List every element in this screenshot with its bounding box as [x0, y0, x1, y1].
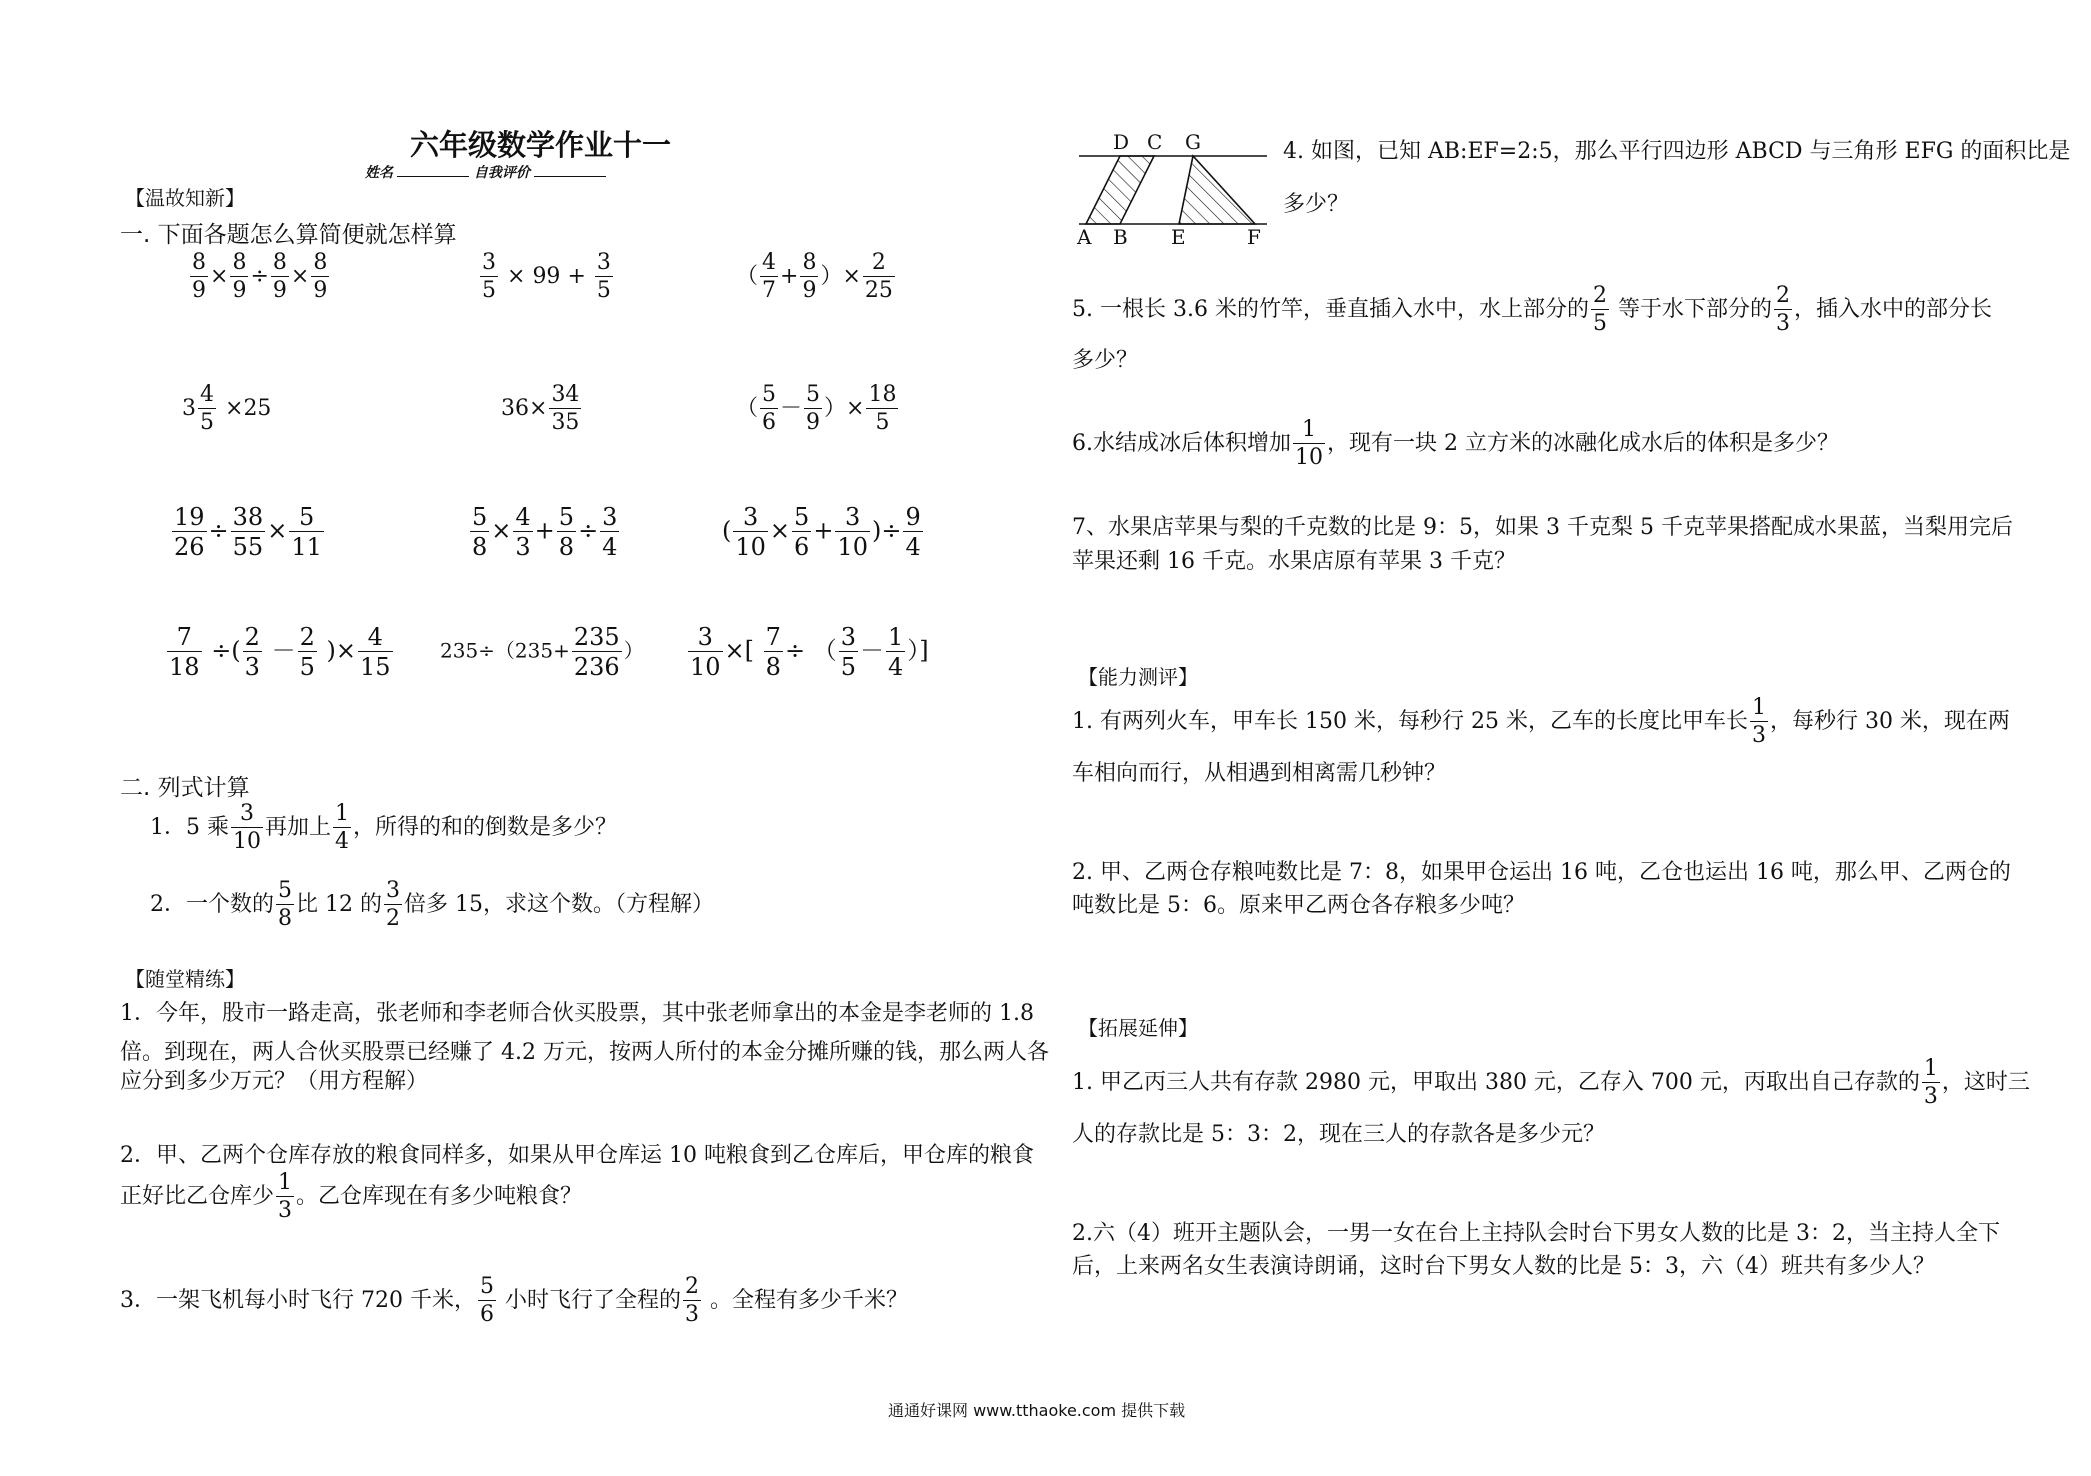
geometry-figure — [1075, 132, 1275, 247]
fraction: $\frac{18}{5}$ — [868, 382, 897, 435]
label-g: G — [1185, 132, 1201, 154]
fraction: $\frac{3}{5}$ — [482, 250, 496, 303]
fraction: $\frac{8}{9}$ — [272, 250, 287, 303]
practice-2-line-1: 2．甲、乙两个仓库存放的粮食同样多，如果从甲仓库运 10 吨粮食到乙仓库后，甲仓库的粮食 — [120, 1143, 1034, 1168]
fraction: $\frac{235}{236}$ — [573, 623, 620, 681]
self-eval-blank — [534, 176, 606, 177]
triangle-efg — [1179, 156, 1255, 224]
name-field — [365, 162, 606, 182]
fraction: $\frac{4}{5}$ — [200, 382, 214, 435]
ability-1-line-1: 1. 有两列火车，甲车长 150 米，每秒行 25 米，乙车的长度比甲车长 $\frac{1}{3}$ ，每秒行 30 米，现在两 — [1072, 695, 2010, 748]
self-eval-label: 自我评价 — [473, 165, 530, 181]
parallelogram-abcd — [1086, 156, 1154, 224]
section-ability-heading: 【能力测评】 — [1078, 665, 1198, 689]
fraction: $\frac{5}{8}$ — [472, 503, 488, 561]
practice-1-line-1: 1．今年，股市一路走高，张老师和李老师合伙买股票，其中张老师拿出的本金是李老师的 1.8 — [120, 1001, 1034, 1026]
fraction: $\frac{1}{3}$ — [1923, 1056, 1938, 1109]
fraction: $\frac{3}{10}$ — [233, 801, 261, 854]
fraction: $\frac{3}{4}$ — [602, 503, 618, 561]
fraction: $\frac{8}{9}$ — [802, 250, 817, 303]
section-extend-heading: 【拓展延伸】 — [1078, 1016, 1198, 1040]
fraction: $\frac{1}{3}$ — [278, 1170, 293, 1223]
part2-question-2: 2．一个数的 $\frac{5}{8}$ 比 12 的 $\frac{3}{2}$ 倍多 15，求这个数。（方程解） — [150, 878, 714, 931]
extend-2-line-2: 后，上来两名女生表演诗朗诵，这时台下男女人数的比是 5：3，六（4）班共有多少人？ — [1072, 1254, 1935, 1279]
fraction: $\frac{5}{6}$ — [794, 503, 810, 561]
practice-2-line-2: 正好比乙仓库少 $\frac{1}{3}$ 。乙仓库现在有多少吨粮食？ — [120, 1170, 583, 1223]
fraction: $\frac{1}{4}$ — [887, 623, 904, 681]
expr-9: ( $\frac{3}{10}$ × $\frac{5}{6}$ + $\frac{3}{10}$ )÷ $\frac{9}{4}$ — [722, 503, 921, 561]
fraction: $\frac{2}{3}$ — [1775, 283, 1790, 336]
fraction: $\frac{8}{9}$ — [313, 250, 328, 303]
expr-1: $\frac{8}{9}$ × $\frac{8}{9}$ ÷ $\frac{8}{9}$ × $\frac{8}{9}$ — [192, 250, 328, 303]
question-5-line-2: 多少？ — [1072, 348, 1139, 373]
extend-1-line-1: 1. 甲乙丙三人共有存款 2980 元，甲取出 380 元，乙存入 700 元，丙取出自己存款的 $\frac{1}{3}$ ，这时三 — [1072, 1056, 2030, 1109]
expr-12: $\frac{3}{10}$ ×[ $\frac{7}{8}$ ÷ （ $\frac{3}{5}$ － $\frac{1}{4}$ ）] — [690, 623, 929, 681]
section-review-heading: 【温故知新】 — [125, 186, 245, 210]
expr-2: $\frac{3}{5}$ × 99 + $\frac{3}{5}$ — [482, 250, 611, 303]
expr-8: $\frac{5}{8}$ × $\frac{4}{3}$ + $\frac{5}{8}$ ÷ $\frac{3}{4}$ — [472, 503, 618, 561]
fraction: $\frac{8}{9}$ — [192, 250, 206, 303]
fraction: $\frac{3}{10}$ — [735, 503, 766, 561]
part2-question-1: 1．5 乘 $\frac{3}{10}$ 再加上 $\frac{1}{4}$ ，所得的和的倒数是多少？ — [150, 801, 618, 854]
practice-3: 3．一架飞机每小时飞行 720 千米， $\frac{5}{6}$ 小时飞行了全程的 $\frac{2}{3}$ 。全程有多少千米？ — [120, 1274, 909, 1327]
section-practice-heading: 【随堂精练】 — [125, 967, 245, 991]
label-a: A — [1077, 225, 1092, 247]
question-4-line-2: 多少？ — [1283, 192, 1350, 217]
label-c: C — [1147, 132, 1163, 154]
fraction: $\frac{3}{10}$ — [690, 623, 721, 681]
expr-11: 235÷（235+ $\frac{235}{236}$ ） — [440, 623, 644, 681]
fraction: $\frac{1}{4}$ — [335, 801, 350, 854]
page-title: 六年级数学作业十一 — [410, 128, 672, 162]
fraction: $\frac{34}{35}$ — [551, 382, 580, 435]
fraction: $\frac{5}{6}$ — [479, 1274, 494, 1327]
fraction: $\frac{2}{3}$ — [244, 623, 260, 681]
fraction: $\frac{5}{11}$ — [291, 503, 322, 561]
extend-2-line-1: 2.六（4）班开主题队会，一男一女在台上主持队会时台下男女人数的比是 3：2，当主持人全下 — [1072, 1221, 2000, 1246]
fraction: $\frac{1}{10}$ — [1295, 417, 1323, 470]
ability-2-line-2: 吨数比是 5：6。原来甲乙两仓各存粮多少吨？ — [1072, 893, 1525, 918]
question-5-line-1: 5. 一根长 3.6 米的竹竿，垂直插入水中，水上部分的 $\frac{2}{5}$ 等于水下部分的 $\frac{2}{3}$ ，插入水中的部分长 — [1072, 283, 1992, 336]
fraction: $\frac{5}{8}$ — [558, 503, 575, 561]
fraction: $\frac{3}{5}$ — [596, 250, 611, 303]
expr-7: $\frac{19}{26}$ ÷ $\frac{38}{55}$ × $\frac{5}{11}$ — [174, 503, 322, 561]
practice-1-line-3: 应分到多少万元？（用方程解） — [120, 1069, 429, 1094]
label-f: F — [1247, 225, 1261, 247]
practice-1-line-2: 倍。到现在，两人合伙买股票已经赚了 4.2 万元，按两人所付的本金分摊所赚的钱，那么两人各 — [120, 1040, 1049, 1065]
fraction: $\frac{3}{5}$ — [840, 623, 856, 681]
question-6: 6.水结成冰后体积增加 $\frac{1}{10}$ ，现有一块 2 立方米的冰融化成水后的体积是多少？ — [1072, 417, 1839, 470]
fraction: $\frac{5}{6}$ — [762, 382, 777, 435]
ability-1-line-2: 车相向而行，从相遇到相离需几秒钟？ — [1072, 761, 1447, 786]
fraction: $\frac{1}{3}$ — [1751, 695, 1766, 748]
extend-1-line-2: 人的存款比是 5：3：2，现在三人的存款各是多少元？ — [1072, 1122, 1605, 1147]
question-7-line-1: 7、水果店苹果与梨的千克数的比是 9：5，如果 3 千克梨 5 千克苹果搭配成水果蓝，当梨用完后 — [1072, 515, 2013, 540]
fraction: $\frac{4}{3}$ — [515, 503, 531, 561]
label-e: E — [1171, 225, 1186, 247]
expr-4: 3 $\frac{4}{5}$ ×25 — [182, 382, 272, 435]
fraction: $\frac{8}{9}$ — [232, 250, 247, 303]
fraction: $\frac{4}{7}$ — [762, 250, 777, 303]
fraction: $\frac{2}{3}$ — [685, 1274, 699, 1327]
fraction: $\frac{7}{8}$ — [765, 623, 781, 681]
fraction: $\frac{9}{4}$ — [905, 503, 921, 561]
fraction: $\frac{5}{8}$ — [278, 878, 292, 931]
footer-credit: 通通好课网 www.tthaoke.com 提供下载 — [888, 1401, 1186, 1420]
part2-heading: 二. 列式计算 — [120, 775, 250, 801]
fraction: $\frac{3}{10}$ — [837, 503, 868, 561]
expr-6: （ $\frac{5}{6}$ － $\frac{5}{9}$ ）× $\frac{18}{5}$ — [736, 382, 897, 435]
fraction: $\frac{4}{15}$ — [360, 623, 391, 681]
fraction: $\frac{2}{5}$ — [299, 623, 315, 681]
expr-5: 36× $\frac{34}{35}$ — [501, 382, 580, 435]
fraction: $\frac{3}{2}$ — [385, 878, 400, 931]
part1-heading: 一. 下面各题怎么算简便就怎样算 — [120, 222, 457, 248]
fraction: $\frac{7}{18}$ — [169, 623, 200, 681]
question-7-line-2: 苹果还剩 16 千克。水果店原有苹果 3 千克？ — [1072, 549, 1516, 574]
fraction: $\frac{38}{55}$ — [232, 503, 264, 561]
name-label: 姓名 — [365, 165, 393, 181]
label-b: B — [1113, 225, 1128, 247]
expr-3: （ $\frac{4}{7}$ + $\frac{8}{9}$ ）× $\frac{2}{25}$ — [736, 250, 893, 303]
question-4-line-1: 4. 如图，已知 AB:EF=2:5，那么平行四边形 ABCD 与三角形 EFG 的面积比是 — [1283, 139, 2071, 164]
fraction: $\frac{19}{26}$ — [174, 503, 205, 561]
name-blank — [397, 176, 469, 177]
fraction: $\frac{2}{5}$ — [1592, 283, 1607, 336]
fraction: $\frac{5}{9}$ — [806, 382, 821, 435]
fraction: $\frac{2}{25}$ — [864, 250, 893, 303]
ability-2-line-1: 2. 甲、乙两仓存粮吨数比是 7：8，如果甲仓运出 16 吨，乙仓也运出 16 吨，那么甲、乙两仓的 — [1072, 860, 2011, 885]
expr-10: $\frac{7}{18}$ ÷( $\frac{2}{3}$ － $\frac{2}{5}$ )× $\frac{4}{15}$ — [169, 623, 391, 681]
label-d: D — [1113, 132, 1130, 154]
